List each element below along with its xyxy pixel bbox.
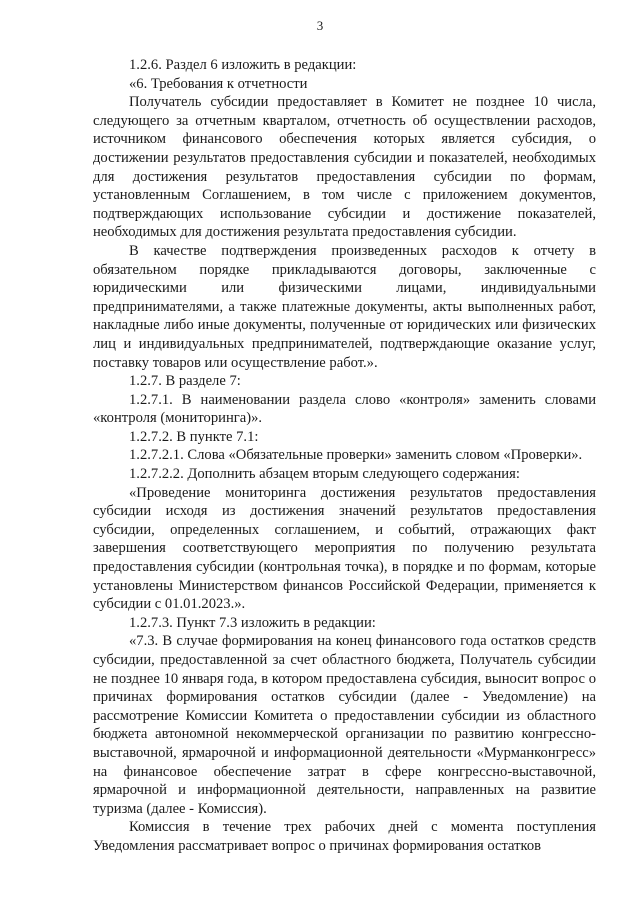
paragraph-7-3: «7.3. В случае формирования на конец финансового года остатков средств субсидии, предоставленной за счет областного бюджета, Получатель субсидии не позднее 10 января года, в котором предоставлена субсидия, выносит вопрос о причинах формирования остатков субсидии (далее - Уведомление) на рассмотрение Комиссии Комитета о предоставлении субсидии из областного бюджета автономной некоммерческой организации по развитию конгрессно-выставочной, ярмарочной и информационной деятельности «Мурманконгресс» на финансовое обеспечение затрат в сфере конгрессно-выставочной, ярмарочной и информационной деятельности, направленных на развитие туризма (далее - Комиссия).	[93, 633, 596, 817]
paragraph-reporting: Получатель субсидии предоставляет в Комитет не позднее 10 числа, следующего за отчетным кварталом, отчетность об осуществлении расходов, источником финансового обеспечения которых является субсидия, о достижении результатов предоставления субсидии и показателей, необходимых для достижения результатов предоставления субсидии по формам, установленным Соглашением, в том числе с приложением документов, подтверждающих использование субсидии и достижение показателей, необходимых для достижения результата предоставления субсидии.	[93, 94, 596, 241]
document-body	[93, 56, 596, 856]
section-6-heading: «6. Требования к отчетности	[129, 75, 308, 92]
paragraph-1-2-7: 1.2.7. В разделе 7:	[129, 373, 241, 390]
paragraph-1-2-7-1: 1.2.7.1. В наименовании раздела слово «контроля» заменить словами «контроля (мониторинга)».	[93, 391, 596, 427]
paragraph-monitoring: «Проведение мониторинга достижения результатов предоставления субсидии исходя из достижения значений результатов предоставления субсидии, определенных соглашением, и событий, отражающих факт завершения соответствующего мероприятия по получению результата предоставления субсидии (контрольная точка), в порядке и по формам, которые установлены Министерством финансов Российской Федерации, применяется к субсидии с 01.01.2023.».	[93, 484, 596, 613]
paragraph-confirmation: В качестве подтверждения произведенных расходов к отчету в обязательном порядке прикладываются договоры, заключенные с юридическими или физическими лицами, индивидуальными предпринимателями, а также платежные документы, акты выполненных работ, накладные либо иные документы, полученные от юридических или физических лиц и индивидуальных предпринимателей, подтверждающие оказание услуг, поставку товаров или осуществление работ.».	[93, 242, 596, 371]
paragraph-1-2-7-2: 1.2.7.2. В пункте 7.1:	[129, 428, 259, 445]
paragraph-1-2-7-2-2: 1.2.7.2.2. Дополнить абзацем вторым следующего содержания:	[129, 466, 520, 483]
paragraph-1-2-6: 1.2.6. Раздел 6 изложить в редакции:	[129, 57, 357, 73]
page-number: 3	[316, 18, 324, 33]
paragraph-commission: Комиссия в течение трех рабочих дней с момента поступления Уведомления рассматривает вопрос о причинах формирования остатков	[93, 819, 596, 854]
paragraph-1-2-7-2-1: 1.2.7.2.1. Слова «Обязательные проверки» заменить словом «Проверки».	[129, 447, 583, 464]
paragraph-1-2-7-3: 1.2.7.3. Пункт 7.3 изложить в редакции:	[129, 614, 376, 631]
